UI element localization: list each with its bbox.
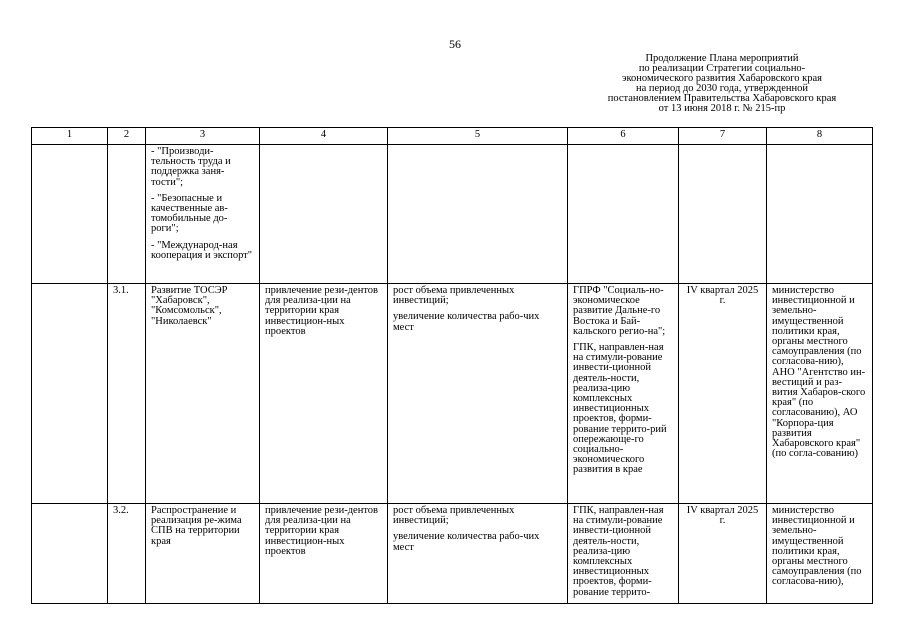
expected-results (388, 284, 568, 504)
project-item: - "Безопасные и качественные ав-томобильные до-роги"; (151, 192, 228, 235)
column-number-header: 3 (146, 128, 260, 145)
heading-line: экономического развития Хабаровского края (621, 73, 823, 84)
column-number-header: 8 (767, 128, 873, 145)
event-goal: привлечение рези-дентов для реализа-ции на территории края инвестицион-ных проектов (260, 284, 388, 504)
heading-line: на период до 2030 года, утвержденной (635, 83, 809, 94)
table-row (32, 284, 873, 504)
heading-line: Продолжение Плана мероприятий (645, 53, 799, 64)
program-item: ГПК, направлен-ная на стимули-рование инвести-ционной деятель-ности, реализа-цию комплексных инвестиционных проектов, форми-рование террито- (573, 505, 664, 598)
result-item: увеличение количества рабо-чих мест (393, 311, 540, 333)
row-number: 3.2. (108, 504, 146, 604)
project-item: - "Производи-тельность труда и поддержка заня-тости"; (151, 146, 231, 188)
event-name: Развитие ТОСЭР "Хабаровск", "Комсомольск", "Николаевск" (146, 284, 260, 504)
column-number-header: 6 (568, 128, 679, 145)
column-number-header: 4 (260, 128, 388, 145)
page-number: 56 (449, 37, 461, 51)
deadline: IV квартал 2025 г. (679, 284, 767, 504)
responsible: министерство инвестиционной и земельно-имущественной политики края, органы местного самоуправления (по согласова-нию), (767, 504, 873, 604)
action-plan-table (31, 127, 873, 604)
responsible: министерство инвестиционной и земельно-имущественной политики края, органы местного самоуправления (по согласова-нию), АНО "Агентство ин-вестиций и раз-вития Хабаров-ского края" (по согласованию), АО "Корпора-ция развития Хабаровского края" (по согла-сованию) (767, 284, 873, 504)
heading-line: по реализации Стратегии социально- (638, 63, 806, 74)
event-goal: привлечение рези-дентов для реализа-ции на территории края инвестицион-ных проектов (260, 504, 388, 604)
programs (568, 504, 679, 604)
column-number-header: 2 (108, 128, 146, 145)
programs (568, 284, 679, 504)
project-item: - "Международ-ная кооперация и экспорт" (151, 239, 253, 261)
result-item: рост объема привлеченных инвестиций; (393, 505, 515, 527)
column-number-header: 1 (32, 128, 108, 145)
result-item: рост объема привлеченных инвестиций; (393, 285, 515, 307)
heading-line: от 13 июня 2018 г. № 215-пр (658, 103, 786, 114)
event-name: Распространение и реализация ре-жима СПВ на территории края (146, 504, 260, 604)
continuation-cell (146, 145, 260, 284)
document-heading (572, 54, 872, 114)
table-row-continuation (32, 145, 873, 284)
column-number-header: 5 (388, 128, 568, 145)
deadline: IV квартал 2025 г. (679, 504, 767, 604)
column-number-header: 7 (679, 128, 767, 145)
row-number: 3.1. (108, 284, 146, 504)
program-item: ГПК, направлен-ная на стимули-рование инвести-ционной деятель-ности, реализа-цию комплексных инвестиционных проектов, форми-рование террито-рий опережающе-го социально-экономического развития в крае (573, 342, 667, 476)
expected-results (388, 504, 568, 604)
table-row (32, 504, 873, 604)
result-item: увеличение количества рабо-чих мест (393, 531, 540, 553)
heading-line: постановлением Правительства Хабаровского края (607, 93, 837, 104)
program-item: ГПРФ "Социаль-но-экономическое развитие Дальне-го Востока и Бай-кальского регио-на"; (573, 285, 666, 337)
table-header-row (32, 128, 873, 145)
